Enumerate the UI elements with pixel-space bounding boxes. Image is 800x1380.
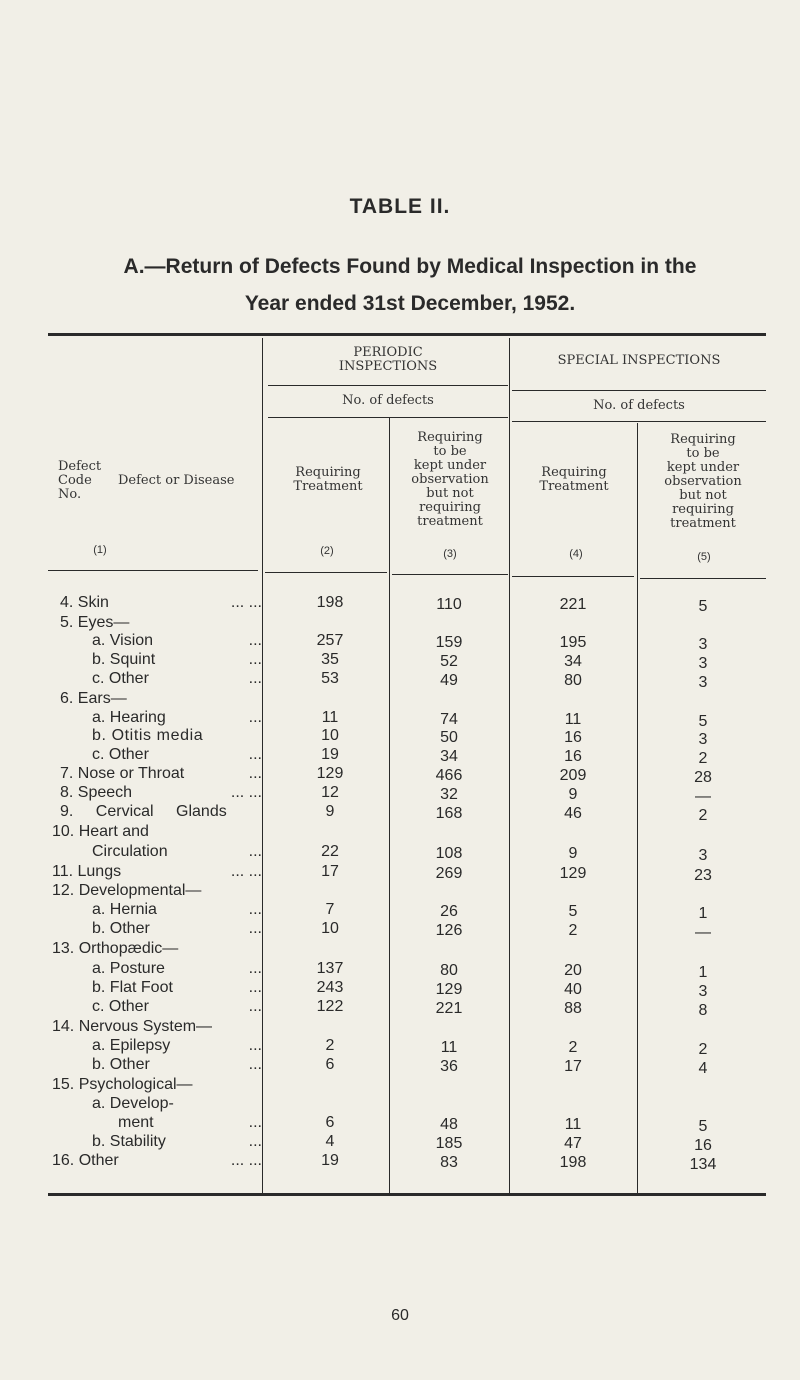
row-label: 9. Cervical Glands <box>60 803 227 820</box>
cell-col2: 6 <box>325 1114 335 1131</box>
cell-col5: 1 <box>698 905 708 922</box>
row-label: 8. Speech <box>60 784 133 801</box>
cell-col4: 9 <box>568 786 578 803</box>
cell-col5: 3 <box>698 847 708 864</box>
row-label: b. Other <box>92 920 150 937</box>
cell-col4: 20 <box>564 962 582 979</box>
col2-number: (2) <box>320 545 334 557</box>
cell-col3: 52 <box>440 653 458 670</box>
cell-col2: 35 <box>321 651 339 668</box>
row-label: a. Hernia <box>92 901 157 918</box>
row-label: a. Develop- <box>92 1095 174 1112</box>
leader-dots: ... <box>248 651 262 668</box>
header-rule-4 <box>512 576 634 577</box>
leader-dots: ... <box>248 960 262 977</box>
leader-dots: ... <box>248 632 262 649</box>
leader-dots: ... ... <box>230 1152 262 1169</box>
cell-col5: 3 <box>698 655 708 672</box>
cell-col3: 185 <box>435 1135 463 1152</box>
header-rule-2 <box>265 572 387 573</box>
cell-col4: 47 <box>564 1135 582 1152</box>
cell-col3: 168 <box>435 805 463 822</box>
leader-dots: ... <box>248 1133 262 1150</box>
cell-col5: 4 <box>698 1060 708 1077</box>
row-label: a. Posture <box>92 960 165 977</box>
cell-col5: 5 <box>698 598 708 615</box>
row-label: 11. Lungs <box>52 863 122 880</box>
row-label: 6. Ears— <box>60 690 127 707</box>
col1-number: (1) <box>93 544 107 556</box>
leader-dots: ... <box>248 979 262 996</box>
cell-col2: 137 <box>316 960 344 977</box>
cell-col5: 8 <box>698 1002 708 1019</box>
cell-col2: 257 <box>316 632 344 649</box>
cell-col3: 269 <box>435 865 463 882</box>
cell-col4: 80 <box>564 672 582 689</box>
cell-col3: 159 <box>435 634 463 651</box>
bottom-rule <box>48 1193 766 1196</box>
cell-col3: 11 <box>440 1039 458 1056</box>
cell-col2: 129 <box>316 765 344 782</box>
cell-col5: 28 <box>694 769 712 786</box>
cell-col3: 466 <box>435 767 463 784</box>
row-label: ment <box>118 1114 154 1131</box>
row-label: b. Otitis media <box>92 727 204 744</box>
cell-col4: 129 <box>559 865 587 882</box>
row-label: 15. Psychological— <box>52 1076 193 1093</box>
cell-col3: 49 <box>440 672 458 689</box>
cell-col3: 74 <box>440 711 458 728</box>
page-number: 60 <box>391 1307 409 1324</box>
row-label: a. Hearing <box>92 709 166 726</box>
cell-col2: 22 <box>321 843 339 860</box>
cell-col3: 48 <box>440 1116 458 1133</box>
col3-header: Requiring to be kept under observation but not requiring treatment <box>411 430 489 529</box>
cell-col2: 198 <box>316 594 344 611</box>
cell-col4: 16 <box>564 729 582 746</box>
cell-col3: 36 <box>440 1058 458 1075</box>
cell-col5: 1 <box>698 964 708 981</box>
table-title: TABLE II. <box>349 195 451 218</box>
cell-col3: 34 <box>440 748 458 765</box>
cell-col4: 46 <box>564 805 582 822</box>
cell-col3: 83 <box>440 1154 458 1171</box>
cell-col2: 10 <box>321 920 339 937</box>
row-label: 16. Other <box>52 1152 119 1169</box>
row-label: c. Other <box>92 746 149 763</box>
col4-header: Requiring Treatment <box>539 465 609 494</box>
leader-dots: ... ... <box>230 863 262 880</box>
cell-col5: 16 <box>694 1137 712 1154</box>
col-divider-4 <box>637 423 638 1196</box>
cell-col3: 221 <box>435 1000 463 1017</box>
row-label: 4. Skin <box>60 594 109 611</box>
cell-col3: 26 <box>440 903 458 920</box>
row-label: 13. Orthopædic— <box>52 940 179 957</box>
cell-col4: 5 <box>568 903 578 920</box>
col5-header: Requiring to be kept under observation but not requiring treatment <box>664 432 742 531</box>
cell-col4: 198 <box>559 1154 587 1171</box>
cell-col5: 5 <box>698 1118 708 1135</box>
cell-col4: 2 <box>568 1039 578 1056</box>
cell-col3: 32 <box>440 786 458 803</box>
leader-dots: ... ... <box>230 594 262 611</box>
row-label: c. Other <box>92 998 149 1015</box>
row-label: a. Epilepsy <box>92 1037 171 1054</box>
header-rule-3 <box>392 574 508 575</box>
special-header: SPECIAL INSPECTIONS <box>557 353 721 368</box>
col-divider-1 <box>262 338 263 1196</box>
leader-dots: ... <box>248 670 262 687</box>
col3-number: (3) <box>443 548 457 560</box>
special-sub-rule <box>512 421 766 422</box>
cell-col2: 53 <box>321 670 339 687</box>
cell-col2: 122 <box>316 998 344 1015</box>
cell-col2: 19 <box>321 746 339 763</box>
cell-col4: 16 <box>564 748 582 765</box>
leader-dots: ... <box>248 901 262 918</box>
row-label: 12. Developmental— <box>52 882 202 899</box>
cell-col2: 19 <box>321 1152 339 1169</box>
cell-col4: 221 <box>559 596 587 613</box>
cell-col2: 9 <box>325 803 335 820</box>
cell-col3: 126 <box>435 922 463 939</box>
cell-col4: 40 <box>564 981 582 998</box>
col5-number: (5) <box>697 551 711 563</box>
cell-col5: 2 <box>698 1041 708 1058</box>
special-defects-rule <box>512 390 766 391</box>
row-label: a. Vision <box>92 632 154 649</box>
cell-col5: 23 <box>694 867 712 884</box>
cell-col4: 34 <box>564 653 582 670</box>
cell-col4: 11 <box>564 711 582 728</box>
cell-col5: 2 <box>698 750 708 767</box>
periodic-sub-rule <box>268 417 508 418</box>
cell-col5: 3 <box>698 674 708 691</box>
cell-col3: 80 <box>440 962 458 979</box>
cell-col4: 17 <box>564 1058 582 1075</box>
cell-col5: 3 <box>698 636 708 653</box>
periodic-defects-rule <box>268 385 508 386</box>
cell-col2: 12 <box>321 784 339 801</box>
row-label: b. Other <box>92 1056 150 1073</box>
cell-col3: 108 <box>435 845 463 862</box>
cell-col5: — <box>695 788 711 805</box>
leader-dots: ... <box>248 765 262 782</box>
cell-col4: 9 <box>568 845 578 862</box>
defect-code-header: Defect Code No. <box>58 459 102 502</box>
row-label: b. Flat Foot <box>92 979 173 996</box>
leader-dots: ... <box>248 1037 262 1054</box>
cell-col2: 11 <box>321 709 339 726</box>
cell-col2: 17 <box>321 863 339 880</box>
cell-col3: 50 <box>440 729 458 746</box>
leader-dots: ... <box>248 709 262 726</box>
cell-col2: 2 <box>325 1037 335 1054</box>
cell-col2: 243 <box>316 979 344 996</box>
top-rule <box>48 333 766 336</box>
header-rule-1 <box>48 570 258 571</box>
header-rule-5 <box>640 578 766 579</box>
table-subtitle: A.—Return of Defects Found by Medical Inspection in the Year ended 31st December, 1952. <box>123 255 697 315</box>
cell-col4: 11 <box>564 1116 582 1133</box>
row-label: b. Squint <box>92 651 156 668</box>
leader-dots: ... <box>248 1056 262 1073</box>
cell-col5: 2 <box>698 807 708 824</box>
col-divider-2 <box>389 418 390 1196</box>
leader-dots: ... ... <box>230 784 262 801</box>
cell-col2: 6 <box>325 1056 335 1073</box>
leader-dots: ... <box>248 1114 262 1131</box>
special-no-of-defects: No. of defects <box>593 398 685 413</box>
row-label: 14. Nervous System— <box>52 1018 213 1035</box>
col-divider-3 <box>509 338 510 1196</box>
row-label: c. Other <box>92 670 149 687</box>
cell-col5: 134 <box>689 1156 717 1173</box>
cell-col5: 5 <box>698 713 708 730</box>
leader-dots: ... <box>248 746 262 763</box>
row-label: 7. Nose or Throat <box>60 765 185 782</box>
leader-dots: ... <box>248 998 262 1015</box>
row-label: b. Stability <box>92 1133 166 1150</box>
leader-dots: ... <box>248 843 262 860</box>
row-label: Circulation <box>92 843 168 860</box>
cell-col5: 3 <box>698 731 708 748</box>
periodic-header: PERIODIC INSPECTIONS <box>338 345 438 374</box>
row-label: 5. Eyes— <box>60 614 130 631</box>
row-label: 10. Heart and <box>52 823 149 840</box>
cell-col4: 209 <box>559 767 587 784</box>
cell-col3: 110 <box>436 596 462 613</box>
cell-col5: 3 <box>698 983 708 1000</box>
cell-col4: 2 <box>568 922 578 939</box>
defect-disease-header: Defect or Disease <box>118 473 235 488</box>
cell-col4: 88 <box>564 1000 582 1017</box>
leader-dots: ... <box>248 920 262 937</box>
cell-col2: 10 <box>321 727 339 744</box>
col4-number: (4) <box>569 548 583 560</box>
cell-col2: 4 <box>325 1133 335 1150</box>
col2-header: Requiring Treatment <box>293 465 363 494</box>
periodic-no-of-defects: No. of defects <box>342 393 434 408</box>
cell-col4: 195 <box>559 634 587 651</box>
cell-col2: 7 <box>325 901 335 918</box>
cell-col5: — <box>695 924 711 941</box>
cell-col3: 129 <box>435 981 463 998</box>
